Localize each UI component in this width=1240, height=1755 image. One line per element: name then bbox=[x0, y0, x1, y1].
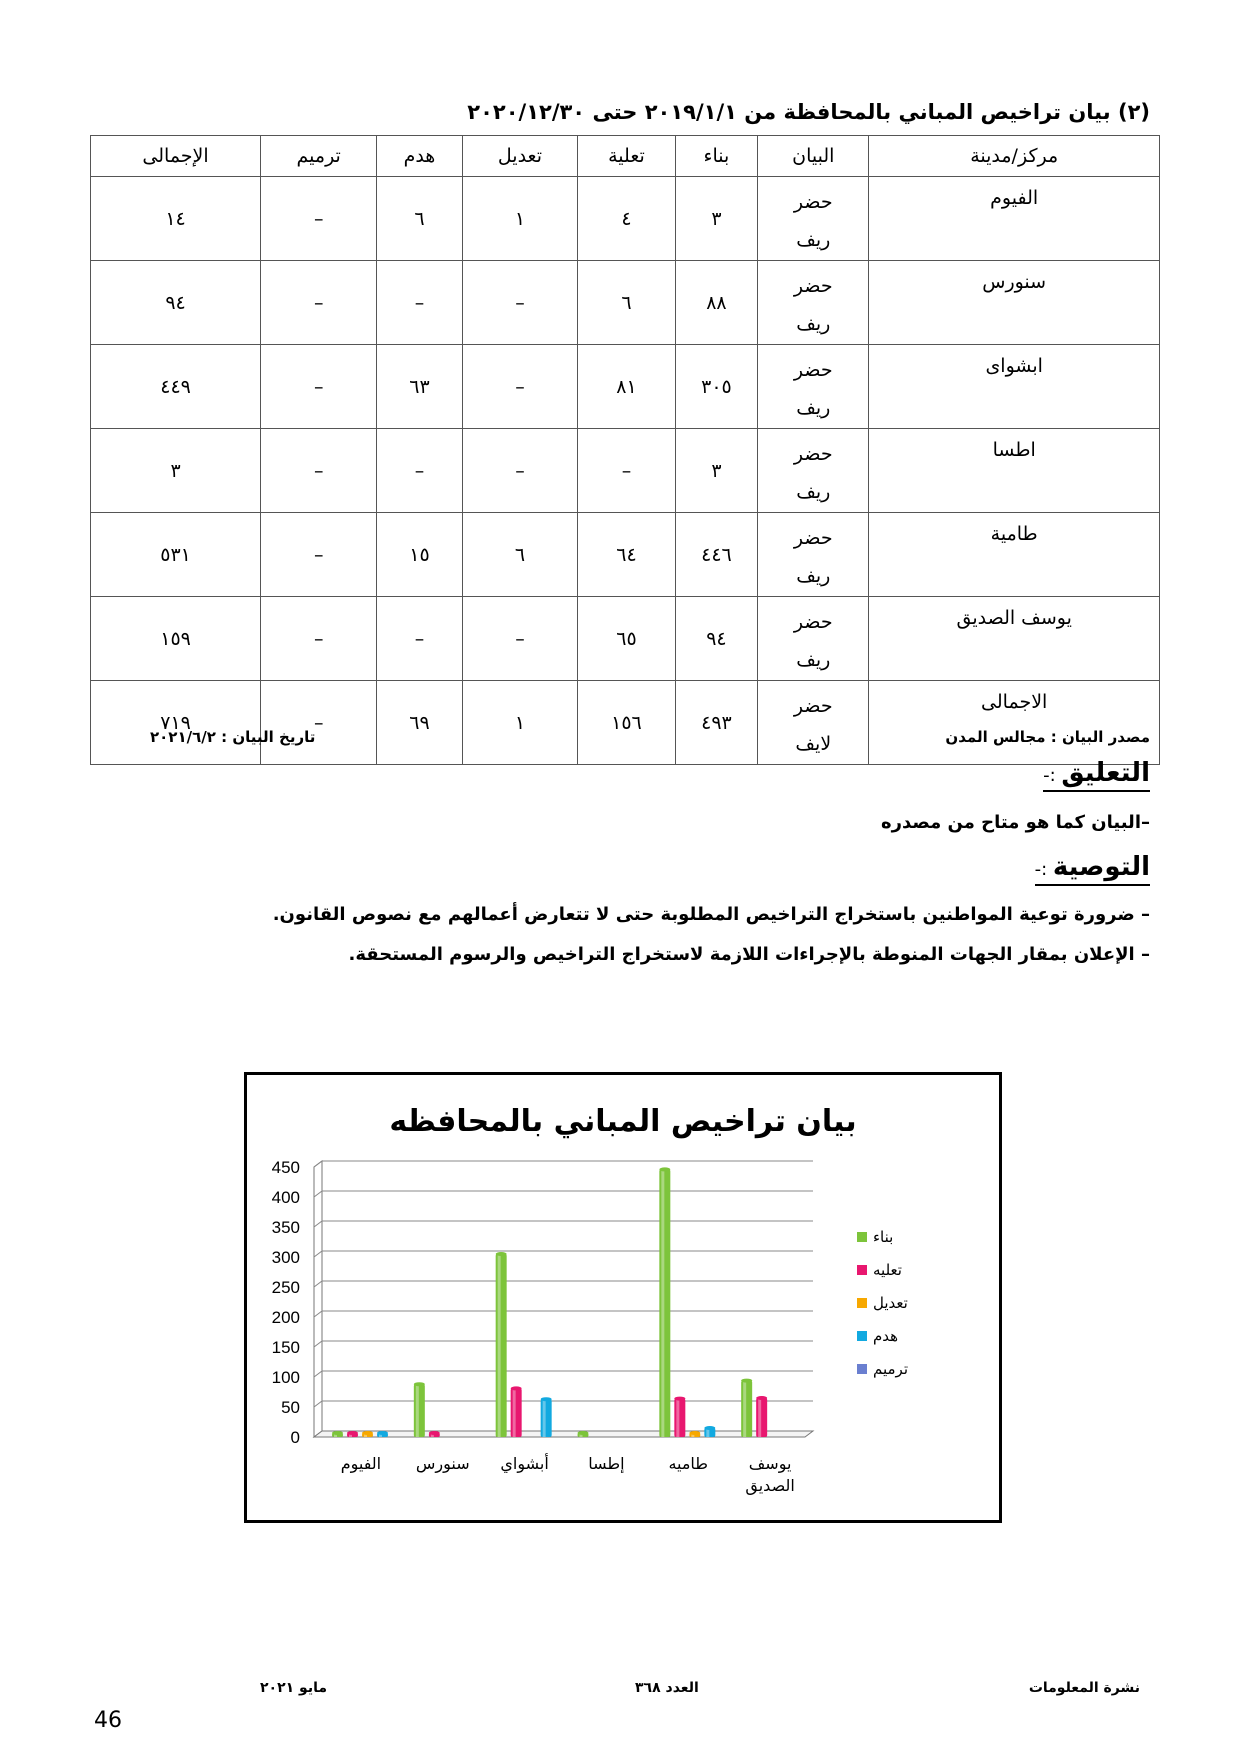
table-row bbox=[91, 429, 1160, 513]
cell-build: ٨٨ bbox=[675, 261, 758, 345]
recommendation-item: – ضرورة توعية المواطنين باستخراج التراخيص المطلوبة حتى لا تتعارض أعمالهم مع نصوص القانون. bbox=[272, 904, 1150, 925]
header-raise: تعلية bbox=[578, 136, 675, 177]
gridline bbox=[314, 1311, 813, 1317]
legend-swatch bbox=[857, 1364, 867, 1374]
x-tick-label: يوسف الصديق bbox=[745, 1454, 795, 1495]
gridline bbox=[314, 1341, 813, 1347]
table-row bbox=[91, 681, 1160, 765]
cell-type-item: ريف bbox=[796, 229, 831, 251]
y-tick-label: 450 bbox=[271, 1158, 300, 1177]
cell-modify: – bbox=[462, 597, 578, 681]
page-number: 46 bbox=[94, 1708, 122, 1733]
cell-restore: – bbox=[261, 261, 377, 345]
cell-demolish: – bbox=[377, 429, 462, 513]
y-tick-label: 200 bbox=[271, 1308, 300, 1327]
table-row bbox=[91, 177, 1160, 261]
cell-city: ابشواى bbox=[869, 345, 1160, 429]
legend-label: هدم bbox=[873, 1327, 899, 1345]
cell-restore: – bbox=[261, 681, 377, 765]
cell-restore: – bbox=[261, 513, 377, 597]
table-row bbox=[91, 513, 1160, 597]
cell-type bbox=[758, 597, 869, 681]
comment-heading bbox=[1043, 758, 1150, 788]
cell-raise: ٦٥ bbox=[578, 597, 675, 681]
recommendation-title-suffix: :- bbox=[1034, 859, 1053, 880]
cell-total: ١٤ bbox=[91, 177, 261, 261]
legend-label: تعديل bbox=[873, 1294, 908, 1312]
legend-label: ترميم bbox=[873, 1360, 908, 1378]
chart-bar bbox=[756, 1396, 767, 1437]
chart-bar bbox=[511, 1386, 522, 1437]
cell-demolish: – bbox=[377, 261, 462, 345]
legend-label: بناء bbox=[873, 1228, 894, 1246]
gridline bbox=[314, 1251, 813, 1257]
chart-bar bbox=[704, 1426, 715, 1437]
y-tick-label: 350 bbox=[271, 1218, 300, 1237]
data-date: تاريخ البيان : ٢٠٢١/٦/٢ bbox=[150, 728, 316, 746]
y-tick-label: 250 bbox=[271, 1278, 300, 1297]
chart-container bbox=[244, 1072, 1002, 1523]
cell-modify: ١ bbox=[462, 681, 578, 765]
cell-type bbox=[758, 345, 869, 429]
cell-type-item: ريف bbox=[796, 313, 831, 335]
recommendation-item: – الإعلان بمقار الجهات المنوطة بالإجراءات اللازمة لاستخراج التراخيص والرسوم المستحقة. bbox=[348, 944, 1150, 965]
chart-wall bbox=[314, 1161, 322, 1437]
cell-city: سنورس bbox=[869, 261, 1160, 345]
legend-swatch bbox=[857, 1298, 867, 1308]
chart-bar bbox=[659, 1167, 670, 1437]
table-header-row bbox=[91, 136, 1160, 177]
cell-restore: – bbox=[261, 177, 377, 261]
table-row bbox=[91, 597, 1160, 681]
legend-swatch bbox=[857, 1232, 867, 1242]
y-tick-label: 50 bbox=[281, 1398, 300, 1417]
gridline bbox=[314, 1191, 813, 1197]
x-tick-label: الفيوم bbox=[340, 1454, 382, 1473]
header-restore: ترميم bbox=[261, 136, 377, 177]
cell-build: ٤٩٣ bbox=[675, 681, 758, 765]
cell-type-item: حضر bbox=[793, 695, 833, 717]
cell-demolish: ٦ bbox=[377, 177, 462, 261]
cell-type-item: حضر bbox=[793, 527, 833, 549]
bar-chart bbox=[247, 1075, 999, 1520]
x-tick-label: أبشواي bbox=[500, 1454, 549, 1473]
chart-bar bbox=[496, 1252, 507, 1437]
footer-issue: العدد ٣٦٨ bbox=[635, 1680, 699, 1696]
cell-total: ٣ bbox=[91, 429, 261, 513]
legend-label: تعليه bbox=[873, 1261, 902, 1279]
chart-bar bbox=[429, 1431, 440, 1437]
cell-raise: – bbox=[578, 429, 675, 513]
chart-bar bbox=[741, 1379, 752, 1437]
gridline bbox=[314, 1161, 813, 1167]
cell-city: يوسف الصديق bbox=[869, 597, 1160, 681]
cell-raise: ٦٤ bbox=[578, 513, 675, 597]
cell-type-item: ريف bbox=[796, 481, 831, 503]
cell-type-item: ريف bbox=[796, 397, 831, 419]
cell-build: ٣٠٥ bbox=[675, 345, 758, 429]
cell-type-item: حضر bbox=[793, 275, 833, 297]
cell-modify: – bbox=[462, 429, 578, 513]
recommendation-title: التوصية bbox=[1052, 852, 1150, 882]
chart-title: بيان تراخيص المباني بالمحافظه bbox=[389, 1104, 857, 1139]
cell-type-item: لايف bbox=[795, 733, 832, 755]
y-tick-label: 300 bbox=[271, 1248, 300, 1267]
cell-build: ٩٤ bbox=[675, 597, 758, 681]
gridline bbox=[314, 1221, 813, 1227]
header-total: الإجمالى bbox=[91, 136, 261, 177]
cell-modify: ١ bbox=[462, 177, 578, 261]
chart-bar bbox=[689, 1431, 700, 1437]
cell-type bbox=[758, 681, 869, 765]
gridline bbox=[314, 1401, 813, 1407]
chart-bar bbox=[674, 1397, 685, 1437]
cell-type-item: ريف bbox=[796, 565, 831, 587]
header-build: بناء bbox=[675, 136, 758, 177]
table-title: (٢) بيان تراخيص المباني بالمحافظة من ٢٠١٩/١/١ حتى ٢٠٢٠/١٢/٣٠ bbox=[467, 100, 1150, 124]
y-tick-label: 150 bbox=[271, 1338, 300, 1357]
cell-demolish: ٦٣ bbox=[377, 345, 462, 429]
cell-demolish: – bbox=[377, 597, 462, 681]
cell-type-item: ريف bbox=[796, 649, 831, 671]
footer-date: مايو ٢٠٢١ bbox=[260, 1680, 328, 1696]
cell-modify: – bbox=[462, 261, 578, 345]
cell-total: ٤٤٩ bbox=[91, 345, 261, 429]
footer-publication: نشرة المعلومات bbox=[1028, 1680, 1140, 1696]
cell-city: طامية bbox=[869, 513, 1160, 597]
y-tick-label: 400 bbox=[271, 1188, 300, 1207]
cell-raise: ١٥٦ bbox=[578, 681, 675, 765]
cell-total: ١٥٩ bbox=[91, 597, 261, 681]
legend-swatch bbox=[857, 1331, 867, 1341]
cell-type-item: حضر bbox=[793, 359, 833, 381]
cell-restore: – bbox=[261, 345, 377, 429]
cell-demolish: ٦٩ bbox=[377, 681, 462, 765]
cell-restore: – bbox=[261, 429, 377, 513]
data-source: مصدر البيان : مجالس المدن bbox=[945, 728, 1150, 746]
header-modify: تعديل bbox=[462, 136, 578, 177]
header-demolish: هدم bbox=[377, 136, 462, 177]
chart-bar bbox=[541, 1397, 552, 1437]
cell-type-item: حضر bbox=[793, 191, 833, 213]
table-row bbox=[91, 345, 1160, 429]
comment-title: التعليق bbox=[1061, 758, 1150, 788]
table-row bbox=[91, 261, 1160, 345]
chart-bar bbox=[578, 1431, 589, 1437]
cell-type bbox=[758, 513, 869, 597]
legend-swatch bbox=[857, 1265, 867, 1275]
chart-bar bbox=[347, 1431, 358, 1437]
cell-modify: ٦ bbox=[462, 513, 578, 597]
cell-type bbox=[758, 177, 869, 261]
cell-type bbox=[758, 261, 869, 345]
cell-modify: – bbox=[462, 345, 578, 429]
x-tick-label: سنورس bbox=[415, 1454, 470, 1473]
y-tick-label: 0 bbox=[290, 1428, 300, 1447]
x-tick-label: طاميه bbox=[668, 1454, 709, 1473]
x-tick-label: إطسا bbox=[588, 1454, 625, 1473]
cell-city: الفيوم bbox=[869, 177, 1160, 261]
chart-bar bbox=[414, 1382, 425, 1437]
cell-city: اطسا bbox=[869, 429, 1160, 513]
cell-type-item: حضر bbox=[793, 611, 833, 633]
cell-type bbox=[758, 429, 869, 513]
cell-city: الاجمالى bbox=[869, 681, 1160, 765]
cell-raise: ٦ bbox=[578, 261, 675, 345]
gridline bbox=[314, 1281, 813, 1287]
header-city: مركز/مدينة bbox=[869, 136, 1160, 177]
recommendation-heading bbox=[1035, 852, 1150, 882]
cell-raise: ٤ bbox=[578, 177, 675, 261]
cell-build: ٤٤٦ bbox=[675, 513, 758, 597]
permits-table bbox=[90, 135, 1160, 765]
cell-build: ٣ bbox=[675, 177, 758, 261]
header-type: البيان bbox=[758, 136, 869, 177]
chart-bar bbox=[332, 1431, 343, 1437]
gridline bbox=[314, 1371, 813, 1377]
comment-text: –البيان كما هو متاح من مصدره bbox=[881, 812, 1150, 833]
cell-build: ٣ bbox=[675, 429, 758, 513]
chart-bar bbox=[362, 1431, 373, 1437]
cell-total: ٩٤ bbox=[91, 261, 261, 345]
cell-total: ٧١٩ bbox=[91, 681, 261, 765]
chart-floor bbox=[314, 1431, 813, 1437]
comment-title-suffix: :- bbox=[1043, 765, 1062, 786]
cell-restore: – bbox=[261, 597, 377, 681]
chart-bar bbox=[377, 1431, 388, 1437]
cell-raise: ٨١ bbox=[578, 345, 675, 429]
cell-type-item: حضر bbox=[793, 443, 833, 465]
cell-demolish: ١٥ bbox=[377, 513, 462, 597]
cell-total: ٥٣١ bbox=[91, 513, 261, 597]
y-tick-label: 100 bbox=[271, 1368, 300, 1387]
